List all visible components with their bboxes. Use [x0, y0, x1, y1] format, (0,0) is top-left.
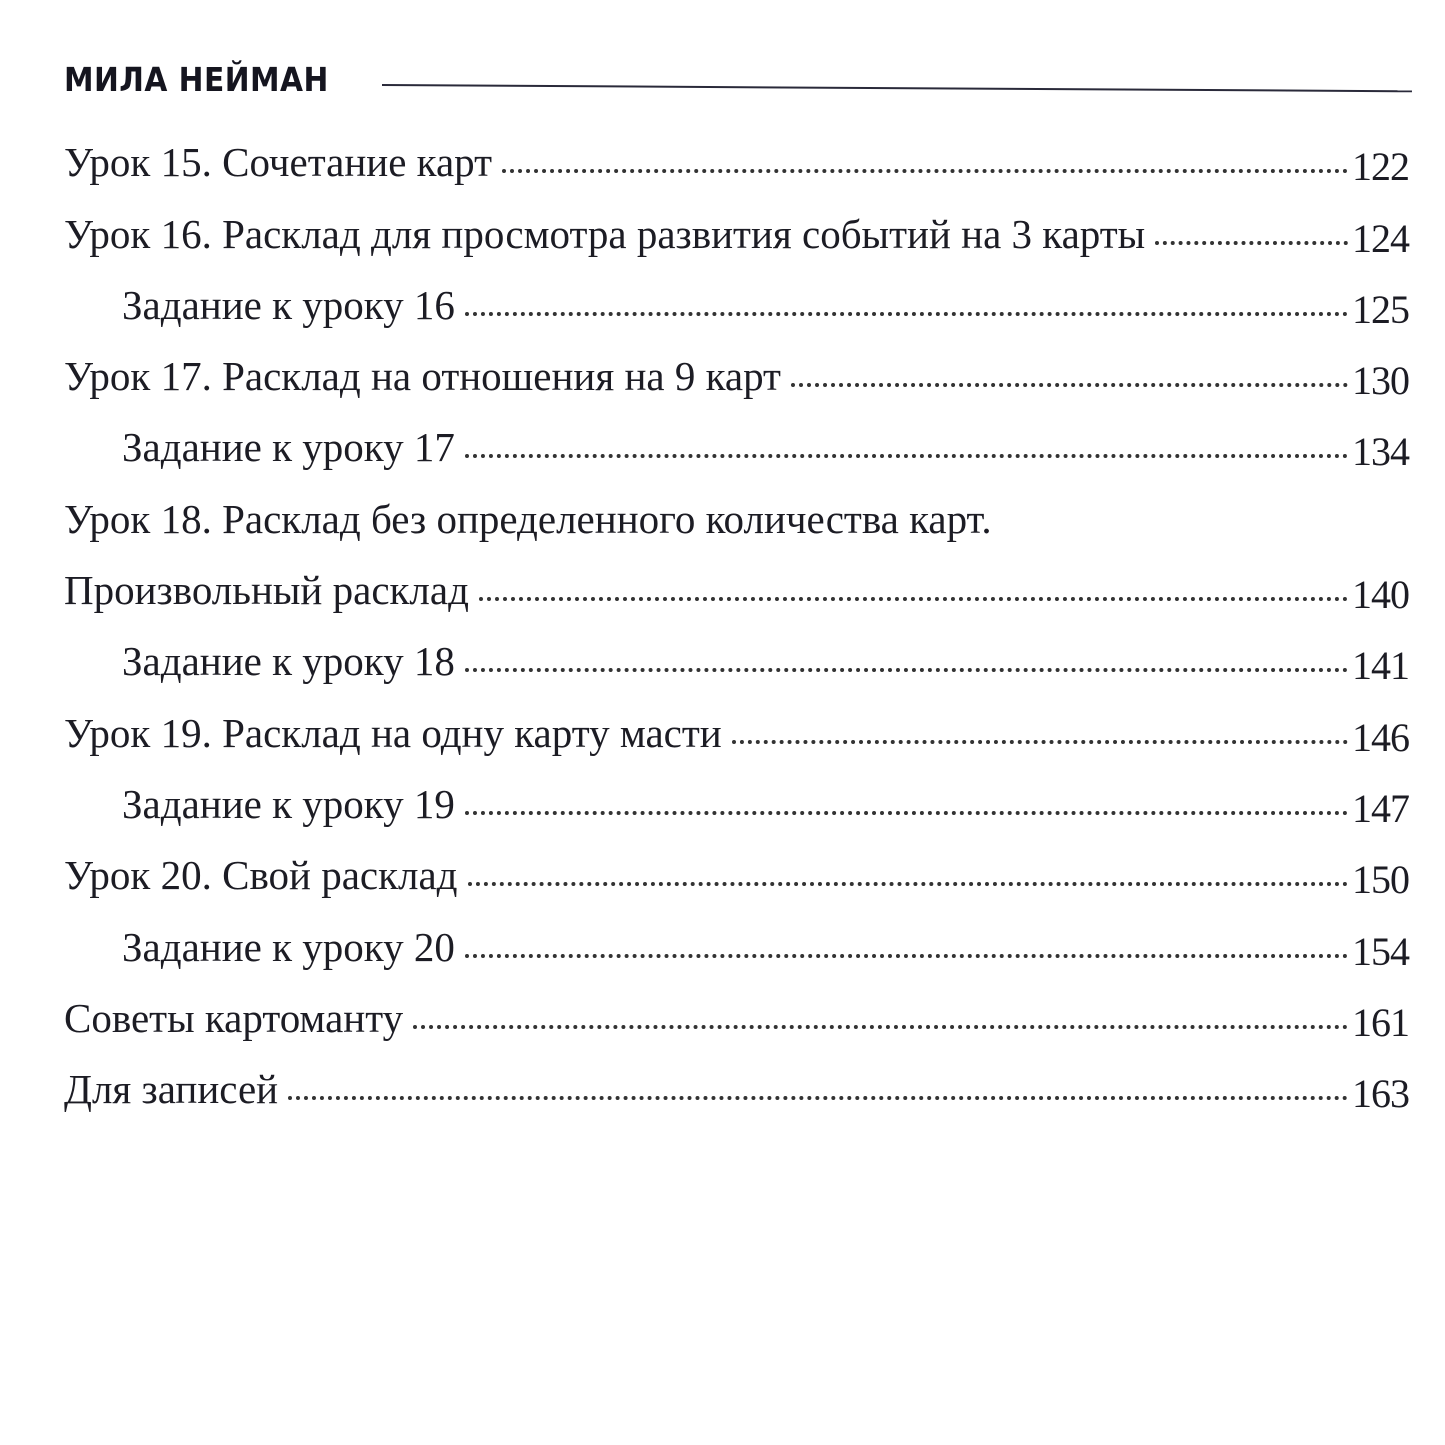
toc-entry-title: Для записей [64, 1069, 288, 1126]
toc-entry-page: 150 [1352, 857, 1409, 903]
toc-entry-title: Задание к уроку 19 [122, 784, 465, 841]
dot-leader [791, 383, 1348, 387]
toc-entry-title: Урок 17. Расклад на отношения на 9 карт [64, 356, 791, 413]
toc-entry-page: 130 [1352, 358, 1409, 404]
toc-entry-page: 134 [1352, 429, 1409, 475]
dot-leader [413, 1025, 1348, 1029]
dot-leader [468, 882, 1348, 886]
toc-entry-advice[interactable] [64, 984, 1409, 1055]
dot-leader [502, 169, 1348, 173]
toc-entry-title: Урок 15. Сочетание карт [64, 142, 502, 199]
toc-entry-page: 147 [1352, 785, 1409, 831]
toc-entry-task-18[interactable] [64, 627, 1409, 698]
toc-entry-task-19[interactable] [64, 770, 1409, 841]
table-of-contents [64, 128, 1409, 1126]
toc-entry-task-16[interactable] [64, 271, 1409, 342]
dot-leader [465, 954, 1348, 958]
page-header [64, 58, 1414, 108]
toc-entry-title: Задание к уроку 17 [122, 427, 465, 484]
toc-entry-page: 161 [1352, 999, 1409, 1045]
toc-entry-title: Задание к уроку 18 [122, 641, 465, 698]
dot-leader [465, 454, 1348, 458]
toc-entry-title: Урок 20. Свой расклад [64, 855, 468, 912]
toc-entry-page: 124 [1352, 215, 1409, 261]
toc-entry-task-20[interactable] [64, 912, 1409, 983]
toc-entry-title: Советы картоманту [64, 998, 413, 1055]
toc-entry-title: Задание к уроку 20 [122, 927, 465, 984]
dot-leader [479, 597, 1348, 601]
toc-entry-lesson-17[interactable] [64, 342, 1409, 413]
toc-entry-notes[interactable] [64, 1055, 1409, 1126]
toc-entry-title: Урок 16. Расклад для просмотра развития событий на 3 карты [64, 214, 1155, 271]
toc-entry-page: 122 [1352, 144, 1409, 190]
toc-entry-lesson-15[interactable] [64, 128, 1409, 199]
dot-leader [465, 811, 1348, 815]
toc-entry-page: 125 [1352, 286, 1409, 332]
dot-leader [465, 312, 1348, 316]
toc-entry-lesson-18-line-1[interactable] [64, 484, 1409, 555]
toc-entry-title: Произвольный расклад [64, 570, 479, 627]
toc-entry-page: 163 [1352, 1071, 1409, 1117]
toc-entry-lesson-19[interactable] [64, 698, 1409, 769]
toc-entry-page: 141 [1352, 643, 1409, 689]
dot-leader [465, 668, 1348, 672]
toc-entry-lesson-20[interactable] [64, 841, 1409, 912]
toc-entry-page: 140 [1352, 572, 1409, 618]
toc-entry-lesson-16[interactable] [64, 199, 1409, 270]
toc-entry-title: Урок 19. Расклад на одну карту масти [64, 713, 732, 770]
toc-entry-title: Урок 18. Расклад без определенного количества карт. [64, 499, 1002, 556]
toc-entry-page: 154 [1352, 928, 1409, 974]
header-rule [382, 84, 1412, 92]
dot-leader [288, 1096, 1348, 1100]
author-name: МИЛА НЕЙМАН [64, 60, 329, 99]
dot-leader [732, 740, 1348, 744]
toc-entry-task-17[interactable] [64, 413, 1409, 484]
toc-entry-title: Задание к уроку 16 [122, 285, 465, 342]
toc-entry-lesson-18-line-2[interactable] [64, 556, 1409, 627]
dot-leader [1155, 241, 1348, 245]
toc-entry-page: 146 [1352, 714, 1409, 760]
